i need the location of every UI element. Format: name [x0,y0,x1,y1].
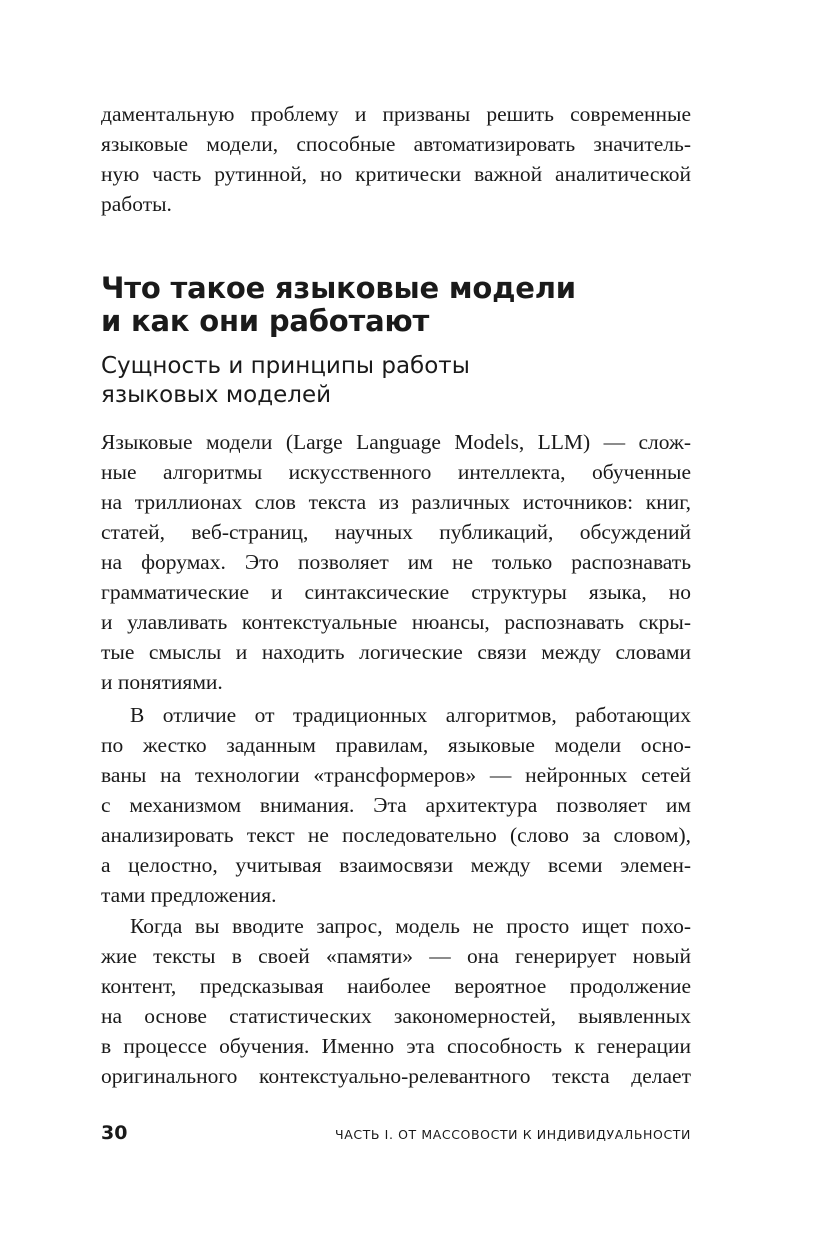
text-line: на триллионах слов текста из различных источников: книг, [101,490,691,514]
text-line: и улавливать контекстуальные нюансы, распознавать скры- [101,610,691,634]
text-line: контент, предсказывая наиболее вероятное продолжение [101,974,691,998]
paragraph-2 [101,700,691,910]
page-number: 30 [101,1122,128,1144]
text-line: Языковые модели (Large Language Models, LLM) — слож- [101,430,691,454]
text-line: и понятиями. [101,670,223,694]
text-line: В отличие от традиционных алгоритмов, работающих [130,703,691,727]
text-line: ваны на технологии «трансформеров» — нейронных сетей [101,763,691,787]
intro-paragraph [101,99,691,219]
text-line: жие тексты в своей «памяти» — она генерирует новый [101,944,691,968]
running-head: ЧАСТЬ I. ОТ МАССОВОСТИ К ИНДИВИДУАЛЬНОСТИ [335,1127,691,1142]
text-line: по жестко заданным правилам, языковые модели осно- [101,733,691,757]
paragraph-3 [101,911,691,1091]
text-line: ные алгоритмы искусственного интеллекта, обученные [101,460,691,484]
subsection-heading [101,352,701,410]
text-line: на основе статистических закономерностей, выявленных [101,1004,691,1028]
section-heading [101,272,701,338]
text-line: тые смыслы и находить логические связи между словами [101,640,691,664]
heading-line: и как они работают [101,304,430,338]
text-line: грамматические и синтаксические структуры языка, но [101,580,691,604]
paragraph-1 [101,427,691,697]
text-line: оригинального контекстуально-релевантного текста делает [101,1064,691,1088]
text-line: статей, веб-страниц, научных публикаций, обсуждений [101,520,691,544]
text-line: ную часть рутинной, но критически важной аналитической [101,162,691,186]
text-line: анализировать текст не последовательно (слово за словом), [101,823,691,847]
text-line: тами предложения. [101,883,277,907]
text-line: даментальную проблему и призваны решить современные [101,102,691,126]
text-line: а целостно, учитывая взаимосвязи между всеми элемен- [101,853,691,877]
text-line: языковые модели, способные автоматизировать значитель- [101,132,691,156]
text-line: Когда вы вводите запрос, модель не просто ищет похо- [130,914,691,938]
text-line: работы. [101,192,172,216]
heading-line: Что такое языковые модели [101,271,576,305]
heading-line: Сущность и принципы работы [101,353,470,379]
text-line: на форумах. Это позволяет им не только распознавать [101,550,691,574]
text-line: в процессе обучения. Именно эта способность к генерации [101,1034,691,1058]
heading-line: языковых моделей [101,382,332,408]
text-line: с механизмом внимания. Эта архитектура позволяет им [101,793,691,817]
